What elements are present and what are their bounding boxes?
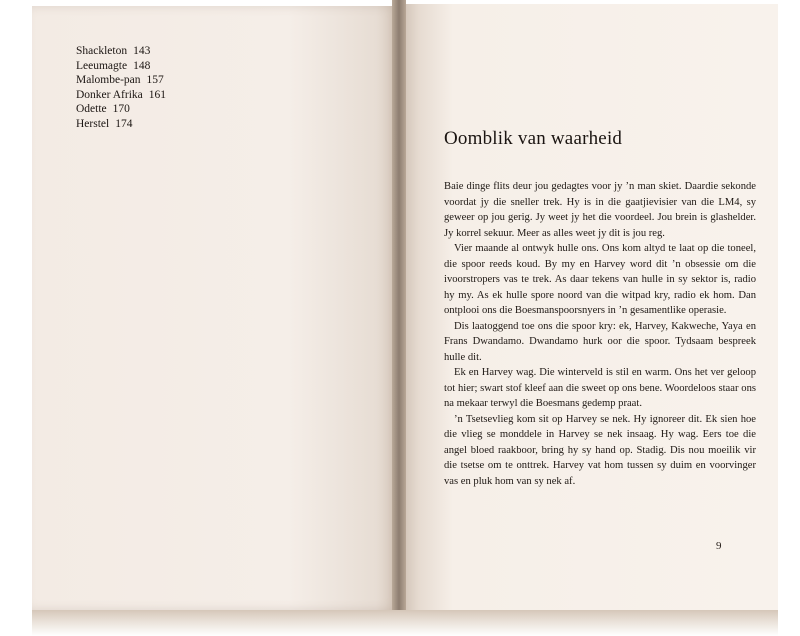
toc-entry — [76, 117, 166, 132]
toc-entry-title: Odette — [76, 103, 107, 116]
toc-entry-page: 161 — [148, 88, 166, 101]
toc-entry-page: 143 — [133, 45, 151, 57]
body-paragraph: Baie dinge flits deur jou gedagtes voor jy ’n man skiet. Daardie sekonde voordat jy die sneller trek. Hy is in die gaatjievisier van die LM4, sy geweer op jou gerig. Jy weet jy het die voordeel. Jou brein is glashelder. Jy korrel sekuur. Meer as alles weet jy dit is jou reg. — [444, 181, 756, 239]
book-gutter — [392, 0, 406, 636]
toc-entry-page: 148 — [133, 59, 151, 72]
table-of-contents — [76, 44, 166, 132]
body-paragraph: ’n Tsetsevlieg kom sit op Harvey se nek. Hy ignoreer dit. Ek sien hoe die vlieg se monddele in Harvey se nek insaag. Hy wag. Eers toe die angel bloed raakboor, bring hy sy hand op. Stadig. Dis nou moeilik vir die tsetse om te onttrek. Harvey vat hom tussen sy duim en voorvinger vas en pluk hom van sy nek af. — [444, 413, 756, 487]
toc-entry-title: Donker Afrika — [76, 88, 143, 101]
page-bottom-edge — [32, 610, 778, 636]
toc-entry-title: Herstel — [76, 117, 110, 130]
page-number: 9 — [716, 540, 722, 552]
toc-entry — [76, 73, 166, 88]
body-paragraph: Vier maande al ontwyk hulle ons. Ons kom altyd te laat op die toneel, die spoor reeds koud. By my en Harvey word dit ’n obsessie om die ivoorstropers vas te trek. As daar tekens van hulle in sy sektor is, radio hy my. As ek hulle spore noord van die witpad kry, radio ek hom. Dan ontplooi ons die Boesmanspoorsnyers in ’n gesamentlike operasie. — [444, 243, 756, 316]
body-paragraph: Ek en Harvey wag. Die winterveld is stil en warm. Ons het ver geloop tot hier; swart stof kleef aan die sweet op ons bene. Woordeloos staar ons na mekaar terwyl die Boesmans gedemp praat. — [444, 367, 756, 409]
toc-entry — [76, 88, 166, 103]
toc-entry-title: Shackleton — [76, 45, 128, 57]
toc-entry — [76, 44, 166, 59]
body-paragraph: Dis laatoggend toe ons die spoor kry: ek, Harvey, Kakweche, Yaya en Frans Dwandamo. Dwandamo hurk oor die spoor. Tydsaam bespreek hulle dit. — [444, 320, 756, 363]
toc-entry — [76, 102, 166, 117]
toc-entry-page: 174 — [115, 117, 133, 130]
toc-entry-title: Leeumagte — [76, 59, 128, 72]
chapter-body — [444, 179, 756, 489]
toc-entry — [76, 59, 166, 74]
toc-entry-page: 170 — [112, 103, 130, 116]
chapter-title: Oomblik van waarheid — [444, 128, 623, 149]
toc-entry-page: 157 — [146, 74, 164, 87]
toc-entry-title: Malombe-pan — [76, 74, 141, 87]
